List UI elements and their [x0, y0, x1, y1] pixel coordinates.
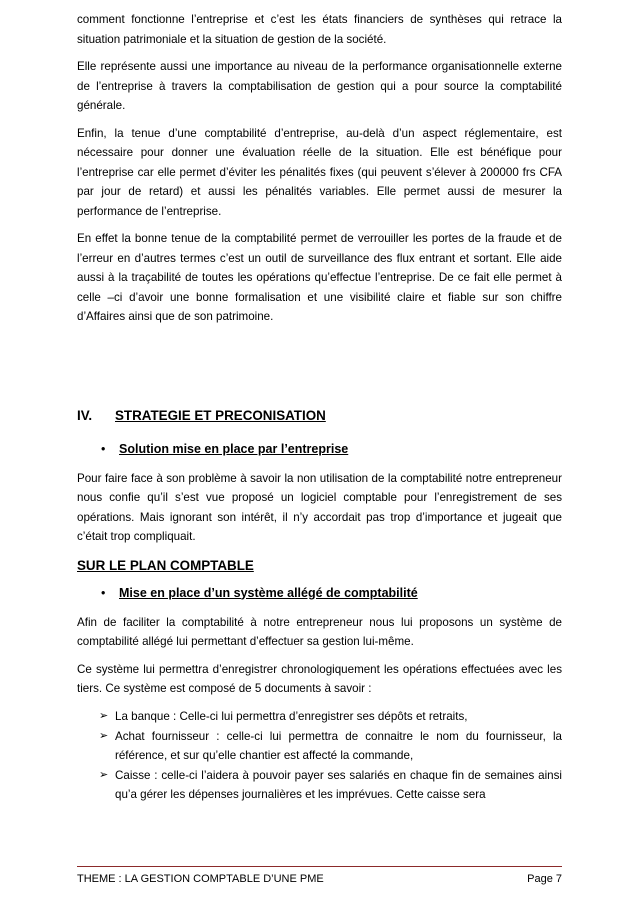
paragraph-1: comment fonctionne l’entreprise et c’est les états financiers de synthèses qui retrace la situation patrimoniale et la situation de gestion de la société.	[77, 13, 562, 46]
arrow-bullet-icon: ➢	[99, 768, 109, 781]
documents-list	[77, 707, 562, 804]
paragraph-4: En effet la bonne tenue de la comptabilité permet de verrouiller les portes de la fraude et de l’erreur en d’autres termes c’est un outil de surveillance des flux entrant et sortant. Elle aide aussi à la traçabilité de toutes les opérations qu’effectue l’entreprise. De ce fait elle permet à celle –ci d’avoir une bonne formalisation et une visibilité claire et fiable sur son chiffre d’Affaires ainsi que de son patrimoine.	[77, 232, 562, 323]
plan-heading: SUR LE PLAN COMPTABLE	[77, 557, 254, 573]
footer-theme: THEME : LA GESTION COMPTABLE D’UNE PME	[77, 873, 324, 885]
bullet-dot-icon: •	[101, 585, 106, 600]
paragraph-plan-2: Ce système lui permettra d’enregistrer chronologiquement les opérations effectuées avec les tiers. Ce système est composé de 5 documents à savoir :	[77, 662, 562, 695]
bullet-solution	[101, 439, 562, 459]
paragraph-plan-1: Afin de faciliter la comptabilité à notre entrepreneur nous lui proposons un système de comptabilité allégé lui permettant d’effectuer sa gestion lui-même.	[77, 615, 562, 648]
bullet-dot-icon: •	[101, 441, 106, 456]
bullet-solution-text: Solution mise en place par l’entreprise	[119, 441, 349, 456]
list-item	[99, 727, 562, 765]
arrow-bullet-icon: ➢	[99, 729, 109, 742]
arrow-bullet-icon: ➢	[99, 709, 109, 722]
document-body	[77, 10, 562, 805]
list-item	[99, 707, 562, 726]
page-footer	[77, 866, 562, 886]
section-title: STRATEGIE ET PRECONISATION	[115, 407, 326, 423]
list-item-text: Achat fournisseur : celle-ci lui permettra de connaitre le nom du fournisseur, la référence, et sur qu’elle chantier est affecté la commande,	[115, 729, 562, 762]
bullet-system	[101, 583, 562, 603]
blank-space	[77, 335, 562, 405]
paragraph-3: Enfin, la tenue d’une comptabilité d’entreprise, au-delà d’un aspect réglementaire, est nécessaire pour donner une évaluation réelle de la situation. Elle est bénéfique pour l’entreprise car elle permet d’éviter les pénalités fixes (qui peuvent s’élever à 200000 frs CFA par jour de retard) et aussi les pénalités variables. Elle permet aussi de mesurer la performance de l’entreprise.	[77, 126, 562, 218]
paragraph-2: Elle représente aussi une importance au niveau de la performance organisationnelle externe de l’entreprise à travers la comptabilisation de gestion qui a pour source la comptabilité générale.	[77, 60, 562, 112]
list-item-text: La banque : Celle-ci lui permettra d’enregistrer ses dépôts et retraits,	[115, 709, 468, 723]
bullet-system-text: Mise en place d’un système allégé de comptabilité	[119, 585, 418, 600]
paragraph-solution: Pour faire face à son problème à savoir la non utilisation de la comptabilité notre entrepreneur nous confie qu’il s’est vue proposé un logiciel comptable pour l’enregistrement de ses opérations. Mais ignorant son intérêt, il n’y accordait pas trop d’importance et jugeait que c’était trop compliquait.	[77, 471, 562, 543]
page-number: Page 7	[527, 873, 562, 885]
section-heading	[77, 405, 562, 427]
section-number: IV.	[77, 407, 93, 423]
list-item-text: Caisse : celle-ci l’aidera à pouvoir payer ses salariés en chaque fin de semaines ainsi qu’a gérer les dépenses journalières et les imprévues. Cette caisse sera	[115, 768, 562, 801]
list-item	[99, 766, 562, 804]
